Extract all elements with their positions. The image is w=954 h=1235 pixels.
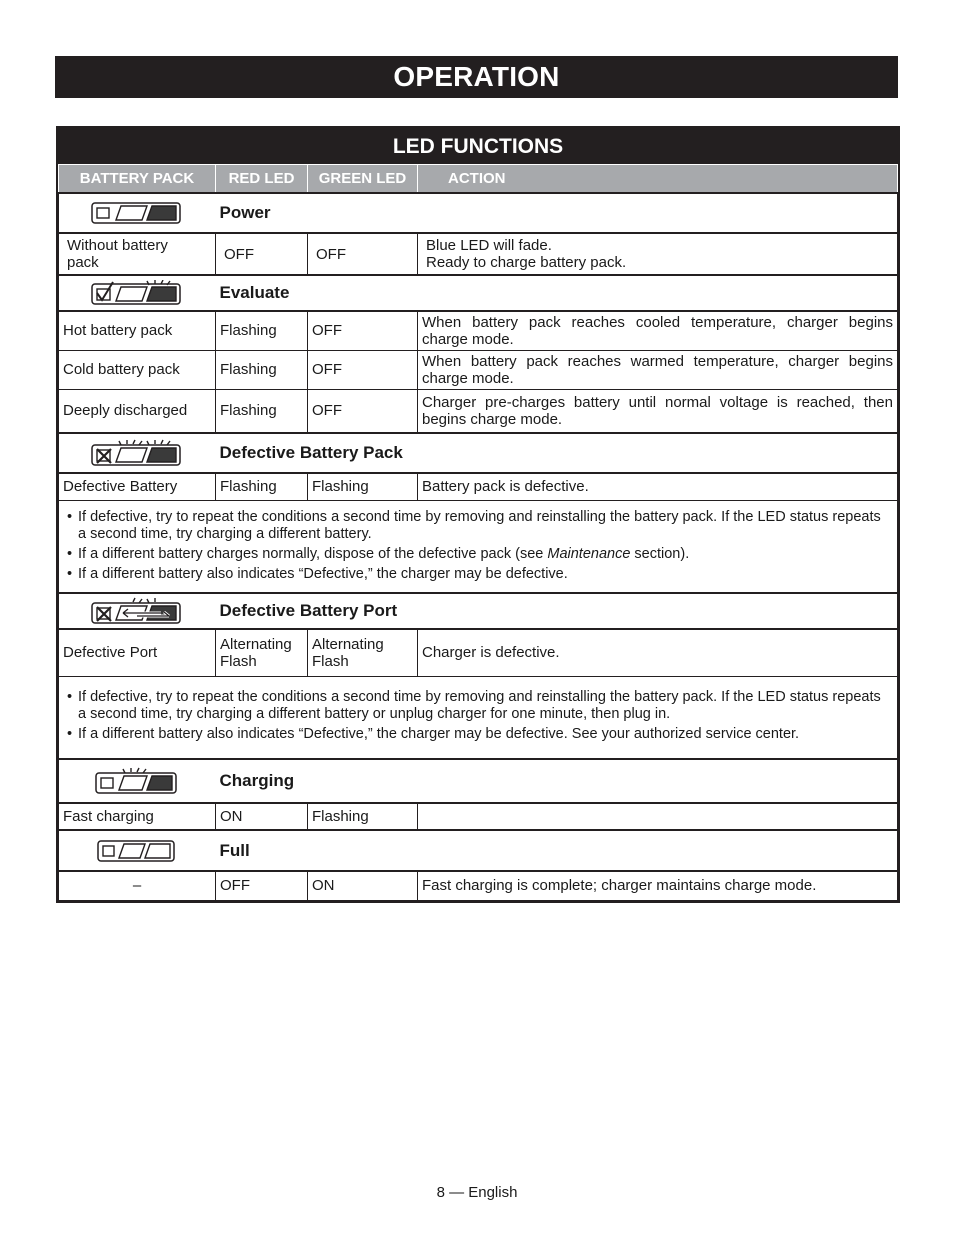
cell-battery-pack: Defective Port [59,629,216,677]
notes-row-defective-pack [59,500,898,593]
list-item [67,509,883,543]
column-header-action: ACTION [418,165,898,194]
section-row-full [59,830,898,871]
cell-red-led: OFF [216,871,308,900]
cell-action: Fast charging is complete; charger maintains charge mode. [418,871,898,900]
table-row [59,311,898,350]
cell-text: Without battery [67,237,168,254]
cell-red-led: Flashing [216,350,308,389]
notes-list [59,501,897,592]
page-title: OPERATION [55,56,898,98]
battery-defective-pack-icon [59,433,216,473]
cell-green-led: ON [308,871,418,900]
section-title-power: Power [216,193,898,233]
cell-action: Charger is defective. [418,629,898,677]
cell-battery-pack: Cold battery pack [59,350,216,389]
bullet: • [67,565,73,582]
battery-full-icon [59,830,216,871]
cell-battery-pack [59,233,216,275]
list-item [67,689,883,723]
cell-red-led: Flashing [216,473,308,500]
table-row [59,803,898,830]
section-title-full: Full [216,830,898,871]
notes-cell [59,677,898,760]
table-row [59,629,898,677]
section-row-defective-port [59,593,898,629]
cell-battery-pack: Deeply discharged [59,389,216,433]
note-text: If a different battery also indicates “Defective,” the charger may be defective. See your authorized service center. [78,726,800,742]
bullet: • [67,726,73,742]
cell-text: Flash [312,652,349,670]
section-title-evaluate: Evaluate [216,275,898,311]
list-item [67,566,883,583]
bullet: • [67,689,73,705]
led-functions-panel [56,126,900,903]
table-header-row [59,165,898,194]
note-text-italic: Maintenance [547,545,631,562]
cell-green-led: Flashing [308,803,418,830]
section-row-evaluate [59,275,898,311]
cell-text: Alternating [220,635,292,653]
cell-text: Ready to charge battery pack. [426,254,627,271]
battery-defective-port-icon [59,593,216,629]
cell-battery-pack: Fast charging [59,803,216,830]
cell-action: When battery pack reaches warmed temperature, charger begins charge mode. [418,350,898,389]
cell-green-led [308,629,418,677]
note-text: If defective, try to repeat the conditions a second time by removing and reinstalling the battery pack. If the LED status repeats a second time, try charging a different battery. [78,508,881,542]
page-footer: 8 — English [436,1184,518,1201]
cell-red-led: OFF [216,233,308,275]
note-text: If a different battery charges normally, dispose of the defective pack (see [78,545,548,562]
list-item [67,726,883,743]
cell-action: When battery pack reaches cooled temperature, charger begins charge mode. [418,311,898,350]
cell-red-led: Flashing [216,311,308,350]
battery-evaluate-icon [59,275,216,311]
note-text: section). [630,545,690,562]
cell-green-led: OFF [308,233,418,275]
battery-charging-icon [59,759,216,803]
cell-action [418,803,898,830]
table-row [59,233,898,275]
cell-green-led: Flashing [308,473,418,500]
bullet: • [67,545,73,562]
cell-action [418,233,898,275]
cell-battery-pack: – [59,871,216,900]
table-row [59,871,898,900]
bullet: • [67,508,73,525]
cell-green-led: OFF [308,389,418,433]
led-functions-table [58,164,898,901]
cell-text: Flash [220,652,257,670]
note-text: If defective, try to repeat the conditions a second time by removing and reinstalling the battery pack. If the LED status repeats a second time, try charging a different battery or unplug charger for one minute, then plug in. [78,689,881,722]
cell-text: pack [67,254,99,271]
note-text: If a different battery also indicates “Defective,” the charger may be defective. [78,565,568,582]
cell-red-led: ON [216,803,308,830]
cell-battery-pack: Hot battery pack [59,311,216,350]
column-header-green-led: GREEN LED [308,165,418,194]
cell-battery-pack: Defective Battery [59,473,216,500]
section-row-defective-pack [59,433,898,473]
notes-list [59,677,897,758]
battery-power-icon [59,193,216,233]
section-title-charging: Charging [216,759,898,803]
table-row [59,350,898,389]
cell-action: Battery pack is defective. [418,473,898,500]
list-item [67,546,883,563]
cell-red-led: Flashing [216,389,308,433]
notes-row-defective-port [59,677,898,760]
column-header-red-led: RED LED [216,165,308,194]
cell-text: Blue LED will fade. [426,237,552,254]
cell-green-led: OFF [308,350,418,389]
notes-cell [59,500,898,593]
table-row [59,473,898,500]
cell-red-led [216,629,308,677]
column-header-battery-pack: BATTERY PACK [59,165,216,194]
cell-action: Charger pre-charges battery until normal voltage is reached, then begins charge mode. [418,389,898,433]
panel-title: LED FUNCTIONS [58,128,898,164]
section-title-defective-port: Defective Battery Port [216,593,898,629]
cell-text: Alternating [312,635,384,653]
section-title-defective-pack: Defective Battery Pack [216,433,898,473]
section-row-charging [59,759,898,803]
table-row [59,389,898,433]
cell-green-led: OFF [308,311,418,350]
section-row-power [59,193,898,233]
